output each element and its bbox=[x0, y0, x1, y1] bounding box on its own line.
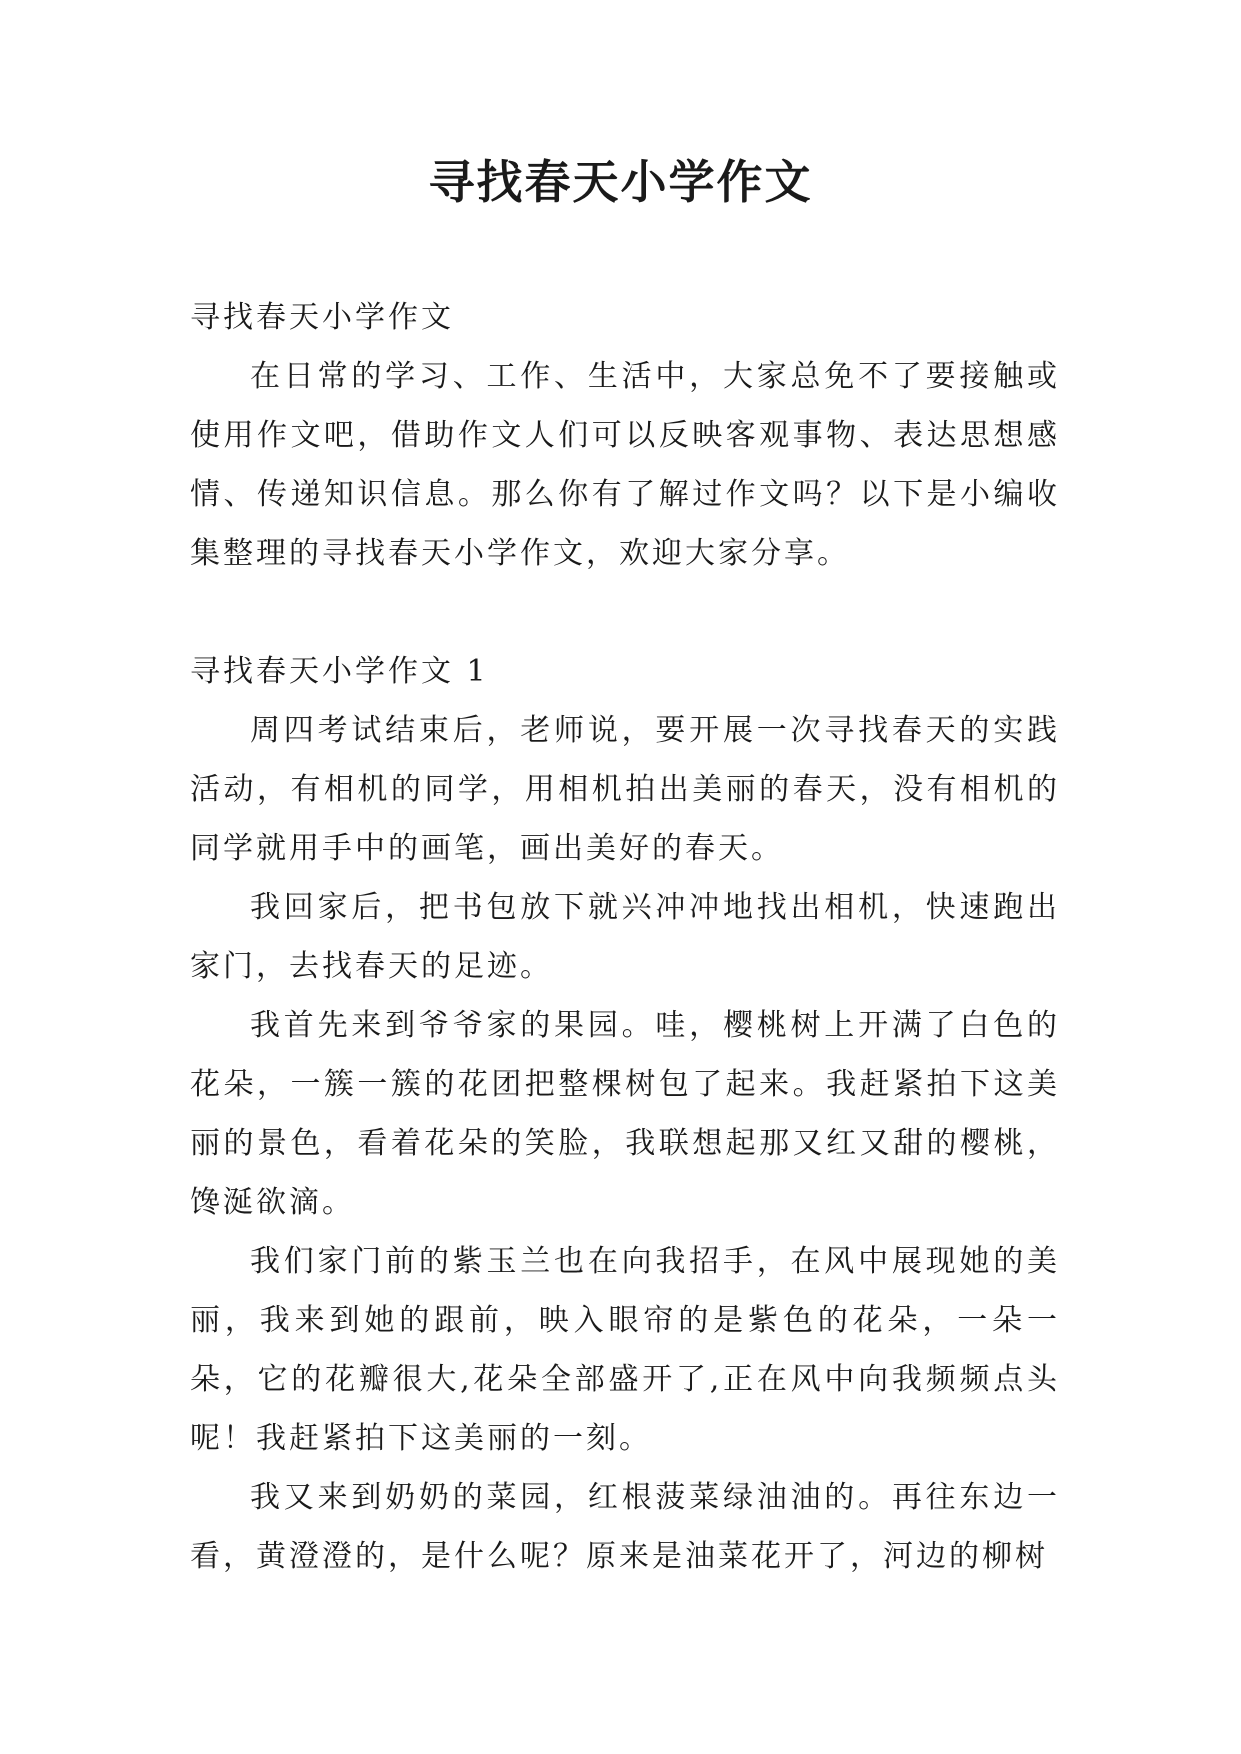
document-body bbox=[190, 288, 1060, 1586]
intro-paragraph: 在日常的学习、工作、生活中，大家总免不了要接触或使用作文吧，借助作文人们可以反映客观事物、表达思想感情、传递知识信息。那么你有了解过作文吗？以下是小编收集整理的寻找春天小学作文，欢迎大家分享。 bbox=[190, 359, 1060, 571]
paragraph: 我又来到奶奶的菜园，红根菠菜绿油油的。再往东边一看，黄澄澄的，是什么呢？原来是油菜花开了，河边的柳树 bbox=[190, 1480, 1060, 1574]
section-spacer bbox=[190, 583, 1060, 642]
intro-heading: 寻找春天小学作文 bbox=[190, 300, 454, 335]
section-heading: 寻找春天小学作文 1 bbox=[190, 654, 489, 689]
document-title: 寻找春天小学作文 bbox=[428, 155, 813, 209]
paragraph: 我首先来到爷爷家的果园。哇，樱桃树上开满了白色的花朵，一簇一簇的花团把整棵树包了起来。我赶紧拍下这美丽的景色，看着花朵的笑脸，我联想起那又红又甜的樱桃，馋涎欲滴。 bbox=[190, 1008, 1060, 1220]
paragraph: 我回家后，把书包放下就兴冲冲地找出相机，快速跑出家门，去找春天的足迹。 bbox=[190, 890, 1060, 984]
paragraph: 我们家门前的紫玉兰也在向我招手，在风中展现她的美丽，我来到她的跟前，映入眼帘的是紫色的花朵，一朵一朵，它的花瓣很大,花朵全部盛开了,正在风中向我频频点头呢！我赶紧拍下这美丽的一刻。 bbox=[190, 1244, 1060, 1456]
paragraph: 周四考试结束后，老师说，要开展一次寻找春天的实践活动，有相机的同学，用相机拍出美丽的春天，没有相机的同学就用手中的画笔，画出美好的春天。 bbox=[190, 713, 1060, 866]
